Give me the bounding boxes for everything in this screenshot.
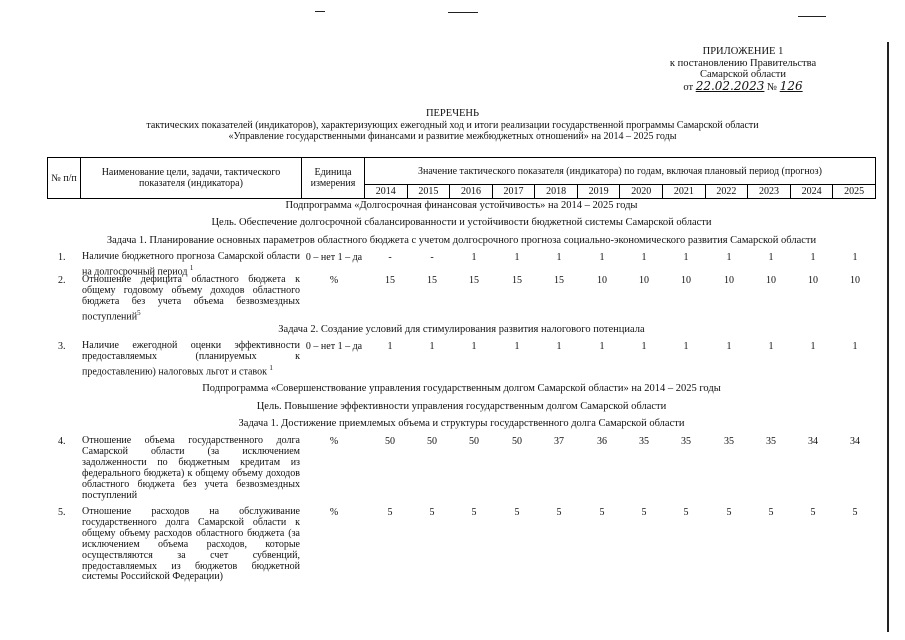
- year-value: 5: [514, 507, 520, 518]
- year-value: 5: [768, 507, 774, 518]
- year-value: 5: [852, 507, 858, 518]
- year-value: 15: [554, 275, 564, 286]
- year-value: 10: [681, 275, 691, 286]
- year-header: 2020: [620, 185, 663, 199]
- row-number: 5.: [58, 507, 66, 518]
- row-number: 2.: [58, 275, 66, 286]
- year-value: 15: [427, 275, 437, 286]
- scan-mark: [448, 12, 478, 13]
- year-value: 1: [683, 341, 689, 352]
- year-value: 15: [385, 275, 395, 286]
- year-value: 1: [387, 341, 393, 352]
- year-value: 5: [429, 507, 435, 518]
- indicator-unit: 0 – нет 1 – да: [305, 341, 363, 352]
- indicator-unit: %: [329, 436, 339, 447]
- indicator-name: Отношение объема государственного долга Самарской области (за исключением задолженности по бюджетным кредитам из федерального бюджета) к общему объему доходов областного бюджета без учета безвозмездных поступлений: [82, 435, 300, 501]
- year-value: 1: [599, 252, 605, 263]
- year-header: 2021: [663, 185, 706, 199]
- year-value: 35: [639, 436, 649, 447]
- year-value: 5: [556, 507, 562, 518]
- scan-mark: [798, 16, 826, 17]
- row-number: 3.: [58, 341, 66, 352]
- col-unit-header: Единица измерения: [302, 158, 365, 199]
- indicator-name: Наличие бюджетного прогноза Самарской области на долгосрочный период $^1$: [82, 251, 300, 278]
- scan-mark: [315, 11, 325, 12]
- year-value: 1: [852, 341, 858, 352]
- scan-edge-line: [887, 42, 889, 632]
- task-title: Задача 1. Планирование основных параметров областного бюджета с учетом долгосрочного прогноза социально-экономического развития Самарской области: [106, 235, 817, 246]
- indicator-unit: %: [329, 275, 339, 286]
- year-value: 1: [514, 252, 520, 263]
- year-value: 35: [724, 436, 734, 447]
- year-value: 50: [512, 436, 522, 447]
- year-value: 1: [514, 341, 520, 352]
- year-header: 2018: [535, 185, 578, 199]
- appendix-title: ПРИЛОЖЕНИЕ 1: [702, 46, 784, 57]
- col-values-header: Значение тактического показателя (индикатора) по годам, включая плановый период (прогноз): [365, 158, 876, 185]
- goal-title: Цель. Повышение эффективности управления государственным долгом Самарской области: [256, 401, 667, 412]
- year-value: 5: [810, 507, 816, 518]
- year-value: 1: [810, 341, 816, 352]
- year-value: 36: [597, 436, 607, 447]
- year-value: 1: [810, 252, 816, 263]
- year-value: 1: [768, 341, 774, 352]
- year-value: 5: [471, 507, 477, 518]
- task-title: Задача 2. Создание условий для стимулирования развития налогового потенциала: [278, 324, 645, 335]
- indicator-unit: 0 – нет 1 – да: [305, 252, 363, 263]
- year-value: 1: [641, 341, 647, 352]
- year-value: 5: [599, 507, 605, 518]
- year-value: 1: [556, 252, 562, 263]
- year-header: 2015: [407, 185, 450, 199]
- appendix-date-line: от 22.02.2023 № 126: [683, 78, 803, 93]
- goal-title: Цель. Обеспечение долгосрочной сбалансированности и устойчивости бюджетной системы Самарской области: [211, 217, 712, 228]
- year-header: 2024: [790, 185, 833, 199]
- indicator-name: Наличие ежегодной оценки эффективности предоставляемых (планируемых к предоставлению) налоговых льгот и ставок $^1$: [82, 340, 300, 378]
- year-value: 50: [469, 436, 479, 447]
- year-value: 1: [429, 341, 435, 352]
- indicator-name: Отношение расходов на обслуживание государственного долга Самарской области к общему объему расходов областного бюджета (за исключением объема расходов, которые осуществляются за счет субвенций, предоставляемых из бюджетов бюджетной системы Российской Федерации): [82, 506, 300, 583]
- appendix-line: Самарской области: [700, 69, 786, 80]
- appendix-line: к постановлению Правительства: [669, 57, 817, 69]
- year-value: 5: [683, 507, 689, 518]
- document-subtitle: «Управление государственными финансами и развитие межбюджетных отношений» на 2014 – 2025 годы: [228, 131, 677, 142]
- year-value: 37: [554, 436, 564, 447]
- year-value: 5: [726, 507, 732, 518]
- year-value: 1: [471, 252, 477, 263]
- year-header: 2014: [365, 185, 408, 199]
- row-number: 4.: [58, 436, 66, 447]
- year-value: 34: [808, 436, 818, 447]
- year-value: 1: [683, 252, 689, 263]
- year-value: 5: [387, 507, 393, 518]
- year-value: 1: [471, 341, 477, 352]
- year-header: 2023: [748, 185, 791, 199]
- year-value: 35: [681, 436, 691, 447]
- indicator-name: Отношение дефицита областного бюджета к общему годовому объему доходов областного бюджета без учета объема безвозмездных поступлений$^5$: [82, 274, 300, 323]
- appendix-block: [640, 46, 846, 93]
- year-value: 5: [641, 507, 647, 518]
- year-value: 35: [766, 436, 776, 447]
- year-value: -: [430, 252, 434, 263]
- col-num-header: № п/п: [48, 158, 81, 199]
- row-number: 1.: [58, 252, 66, 263]
- subprogram-title: Подпрограмма «Совершенствование управления государственным долгом Самарской области» на 2014 – 2025 годы: [202, 383, 721, 394]
- year-value: 34: [850, 436, 860, 447]
- task-title: Задача 1. Достижение приемлемых объема и структуры государственного долга Самарской области: [238, 418, 685, 429]
- table-header: [47, 157, 876, 199]
- year-value: 1: [641, 252, 647, 263]
- subprogram-title: Подпрограмма «Долгосрочная финансовая устойчивость» на 2014 – 2025 годы: [285, 200, 638, 211]
- year-value: 1: [726, 341, 732, 352]
- year-value: 50: [427, 436, 437, 447]
- year-value: 1: [852, 252, 858, 263]
- year-value: 1: [599, 341, 605, 352]
- handwritten-number: 126: [779, 78, 803, 93]
- year-value: -: [388, 252, 392, 263]
- year-value: 1: [556, 341, 562, 352]
- year-value: 10: [766, 275, 776, 286]
- col-name-header: Наименование цели, задачи, тактического показателя (индикатора): [81, 158, 302, 199]
- year-header: 2017: [492, 185, 535, 199]
- year-value: 50: [385, 436, 395, 447]
- year-value: 10: [808, 275, 818, 286]
- year-header: 2016: [450, 185, 493, 199]
- year-header: 2022: [705, 185, 748, 199]
- year-value: 10: [724, 275, 734, 286]
- year-value: 10: [597, 275, 607, 286]
- year-value: 15: [512, 275, 522, 286]
- year-value: 15: [469, 275, 479, 286]
- year-value: 1: [768, 252, 774, 263]
- year-value: 10: [639, 275, 649, 286]
- year-header: 2025: [833, 185, 876, 199]
- handwritten-date: 22.02.2023: [695, 78, 765, 93]
- year-header: 2019: [577, 185, 620, 199]
- document-subtitle: тактических показателей (индикаторов), характеризующих ежегодный ход и итоги реализации государственной программы Самарской области: [146, 120, 759, 131]
- indicator-unit: %: [329, 507, 339, 518]
- document-heading: ПЕРЕЧЕНЬ: [425, 108, 480, 119]
- year-value: 1: [726, 252, 732, 263]
- year-value: 10: [850, 275, 860, 286]
